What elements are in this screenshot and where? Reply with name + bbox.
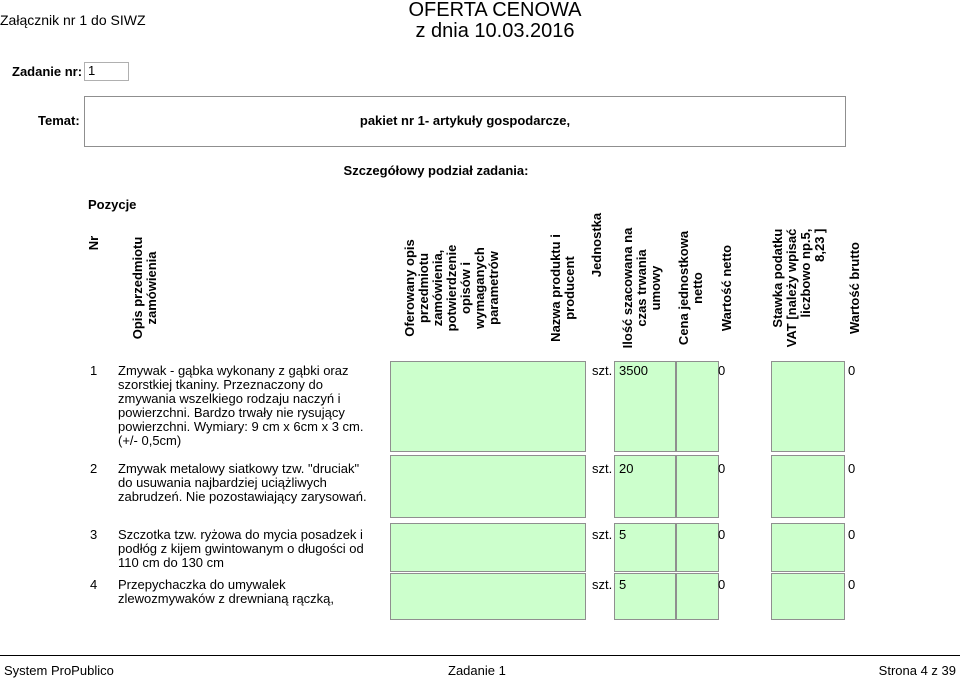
document-title	[380, 0, 610, 42]
positions-label: Pozycje	[88, 197, 137, 212]
row3-gross-value: 0	[848, 527, 856, 542]
col-offered-line7: parametrów	[486, 250, 501, 325]
row3-desc-line2: podłóg z kijem gwintowanym o długości od	[118, 541, 364, 556]
row1-gross-value: 0	[848, 363, 856, 378]
col-header-description	[117, 225, 173, 350]
col-offered-line2: przedmiotu	[416, 252, 431, 323]
row1-desc-line1: Zmywak - gąbka wykonany z gąbki oraz	[118, 363, 349, 378]
footer-left: System ProPublico	[4, 663, 114, 678]
col-price-line1: Cena jednostkowa	[676, 230, 691, 345]
col-nr-line: Nr	[86, 235, 101, 251]
row4-description	[118, 578, 390, 606]
title-text: OFERTA CENOWA	[408, 0, 582, 21]
row3-offer-input[interactable]	[390, 523, 586, 572]
row3-price-input[interactable]	[676, 523, 719, 572]
row2-net-value: 0	[718, 461, 726, 476]
col-offered-line6: wymaganych	[472, 246, 487, 329]
task-label: Zadanie nr:	[12, 64, 83, 79]
row3-net-value: 0	[718, 527, 726, 542]
row2-description	[118, 462, 390, 504]
row4-gross-value: 0	[848, 577, 856, 592]
col-vat-line3: liczbowo np.5,	[798, 228, 813, 317]
row1-vat-input[interactable]	[771, 361, 845, 452]
footer-divider	[0, 655, 960, 656]
row3-nr: 3	[90, 527, 98, 542]
row1-offer-input[interactable]	[390, 361, 586, 452]
footer-right: Strona 4 z 39	[878, 663, 956, 678]
row3-unit: szt.	[592, 527, 613, 542]
row2-vat-input[interactable]	[771, 455, 845, 518]
row3-description	[118, 528, 390, 570]
row1-price-input[interactable]	[676, 361, 719, 452]
col-header-quantity	[610, 225, 674, 350]
row1-desc-line2: szorstkiej tkaniny. Przeznaczony do	[118, 377, 323, 392]
col-product-line2: producent	[562, 255, 577, 320]
col-desc-line1: Opis przedmiotu	[130, 236, 145, 339]
row2-desc-line1: Zmywak metalowy siatkowy tzw. "druciak"	[118, 461, 360, 476]
row1-desc-line3: zmywania wszelkiego rodzaju naczyń i	[118, 391, 341, 406]
col-header-gross-value	[830, 225, 880, 350]
col-offered-line3: zamówienia,	[430, 249, 445, 326]
col-vat-line4: 8,23 ]	[812, 228, 827, 262]
col-header-offered	[392, 225, 512, 350]
task-number-value: 1	[88, 63, 96, 78]
date-text: z dnia 10.03.2016	[415, 20, 575, 42]
row2-quantity: 20	[619, 461, 634, 476]
row4-nr: 4	[90, 577, 98, 592]
row4-offer-input[interactable]	[390, 573, 586, 620]
breakdown-title: Szczegółowy podział zadania:	[343, 163, 529, 178]
row1-desc-line5: powierzchni. Wymiary: 9 cm x 6cm x 3 cm.	[118, 419, 364, 434]
row4-quantity-cell[interactable]	[614, 573, 676, 620]
row2-desc-line2: do usuwania najbardziej uciążliwych	[118, 475, 327, 490]
col-header-nr	[66, 225, 122, 350]
row4-unit: szt.	[592, 577, 613, 592]
row3-quantity-cell[interactable]	[614, 523, 676, 572]
col-header-net-value	[702, 225, 752, 350]
col-unit-line: Jednostka	[589, 212, 604, 278]
row3-desc-line1: Szczotka tzw. ryżowa do mycia posadzek i	[118, 527, 363, 542]
row1-nr: 1	[90, 363, 98, 378]
col-qty-line1: Ilość szacowana na	[620, 227, 635, 348]
col-gross-line: Wartość brutto	[847, 241, 862, 334]
col-offered-line5: opisów i	[458, 261, 473, 314]
task-number-field	[84, 62, 129, 81]
row3-quantity: 5	[619, 527, 627, 542]
row1-unit: szt.	[592, 363, 613, 378]
row1-desc-line4: powierzchni. Bardzo trwały nie rysujący	[118, 405, 345, 420]
topic-box	[84, 96, 846, 147]
topic-label: Temat:	[38, 113, 80, 128]
row1-quantity-cell[interactable]	[614, 361, 676, 452]
row1-net-value: 0	[718, 363, 726, 378]
row4-desc-line2: zlewozmywaków z drewnianą rączką,	[118, 591, 335, 606]
row4-net-value: 0	[718, 577, 726, 592]
row3-vat-input[interactable]	[771, 523, 845, 572]
row4-desc-line1: Przepychaczka do umywalek	[118, 577, 286, 592]
row1-desc-line6: (+/- 0,5cm)	[118, 433, 182, 448]
footer-center: Zadanie 1	[448, 663, 506, 678]
row2-nr: 2	[90, 461, 98, 476]
col-qty-line2: czas trwania	[634, 248, 649, 327]
row3-desc-line3: 110 cm do 130 cm	[118, 555, 224, 570]
col-net-line: Wartość netto	[719, 244, 734, 331]
col-desc-line2: zamówienia	[144, 251, 159, 324]
row2-quantity-cell[interactable]	[614, 455, 676, 518]
col-header-vat-rate	[764, 225, 834, 350]
col-qty-line3: umowy	[648, 265, 663, 310]
row2-desc-line3: zabrudzeń. Nie pozostawiający zarysowań.	[118, 489, 367, 504]
col-offered-line4: potwierdzenie	[444, 244, 459, 331]
row2-offer-input[interactable]	[390, 455, 586, 518]
attachment-label: Załącznik nr 1 do SIWZ	[0, 12, 146, 28]
col-vat-line2: VAT [należy wpisać	[784, 228, 799, 347]
col-vat-line1: Stawka podatku	[770, 228, 785, 328]
col-product-line1: Nazwa produktu i	[548, 233, 563, 342]
col-offered-line1: Oferowany opis	[402, 238, 417, 337]
row1-quantity: 3500	[619, 363, 648, 378]
row2-unit: szt.	[592, 461, 613, 476]
row1-description	[118, 364, 388, 448]
row4-price-input[interactable]	[676, 573, 719, 620]
row4-quantity: 5	[619, 577, 627, 592]
row2-price-input[interactable]	[676, 455, 719, 518]
row2-gross-value: 0	[848, 461, 856, 476]
row4-vat-input[interactable]	[771, 573, 845, 620]
topic-value: pakiet nr 1- artykuły gospodarcze,	[359, 113, 571, 128]
col-price-line2: netto	[690, 271, 705, 304]
